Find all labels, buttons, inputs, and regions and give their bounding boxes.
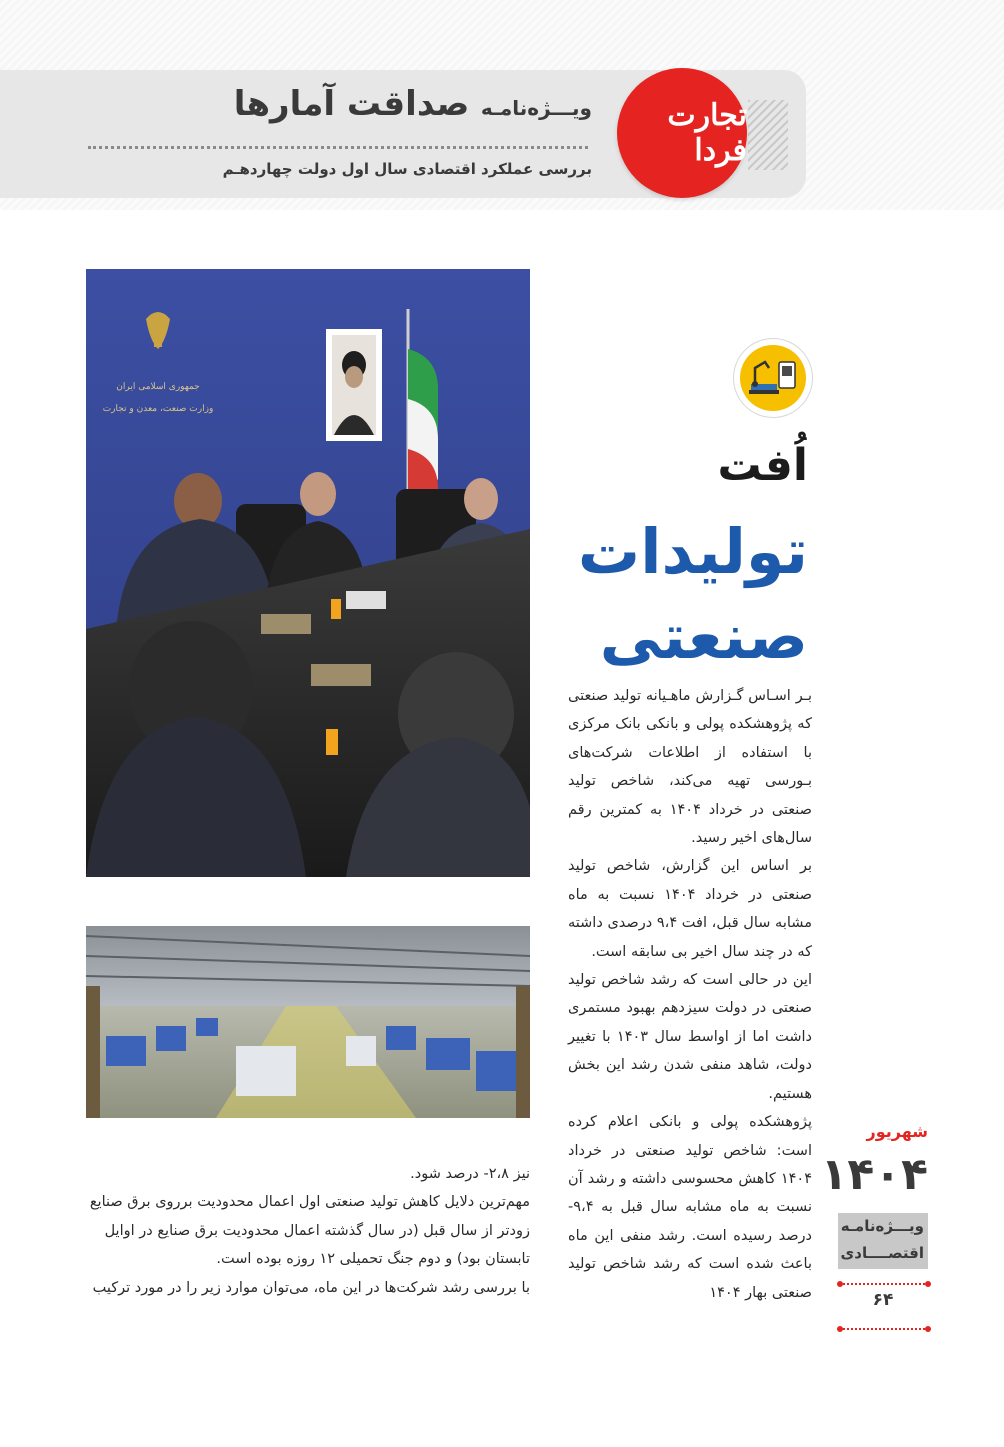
paragraph: با بررسی رشد شرکت‌ها در این ماه، می‌توان موارد زیر را در مورد ترکیب [92, 1279, 530, 1296]
meeting-photo [86, 269, 530, 877]
article-right-column [568, 682, 812, 1307]
paragraph: این در حالی است که رشد شاخص تولید صنعتی در دولت سیزدهم بهبود مستمری داشت اما از اواسط سال ۱۴۰۳ با تغییر دولت، شاهد منفی شدن رشد این بخش هستیم. [568, 972, 812, 1102]
headline-line-1: تولیدات [577, 515, 808, 588]
issue-month: شهریور [866, 1122, 928, 1141]
logo-decoration [748, 100, 788, 170]
special-issue-label: ویـــژه‌نامـه [480, 96, 592, 120]
emblem-text-1: جمهوری اسلامی ایران [116, 382, 200, 392]
paragraph: بـر اسـاس گـزارش ماهـیانه تولید صنعتی که پژوهشکده پولی و بانکی بانک مرکزی با استفاده از اطلاعات شرکت‌های بـورسی تهیه می‌کند، شاخص تولید صنعتی در خرداد ۱۴۰۴ به کمترین رقم سال‌های اخیر رسید. [568, 688, 812, 847]
emblem-text-2: وزارت صنعت، معدن و تجارت [102, 404, 214, 414]
magazine-special-title [222, 84, 592, 124]
tejarat-farda-logo[interactable] [617, 68, 747, 198]
section-icon-badge [733, 338, 813, 418]
paragraph: نیز ۲،۸- درصد شود. [410, 1166, 530, 1182]
headline-line-2: صنعتی [599, 600, 808, 673]
headline-kicker: اُفت [717, 440, 808, 491]
sidebar-rule-top [840, 1283, 928, 1285]
issue-label-box [838, 1213, 928, 1269]
portrait-frame [326, 329, 382, 441]
paragraph: مهم‌ترین دلایل کاهش تولید صنعتی اول اعمال محدودیت برروی برق صنایع زودتر از سال قبل (در سال گذشته اعمال محدودیت برق صنایع در اوایل تابستان بود) و دوم جنگ تحمیلی ۱۲ روزه بوده است. [89, 1194, 530, 1268]
paragraph: پژوهشکده پولی و بانکی اعلام کرده است: شاخص تولید صنعتی در خرداد ۱۴۰۴ کاهش محسوسی داشته و رشد آن نسبت به ماه مشابه سال قبل به ۹،۴- درصد رسیده است. رشد منفی این ماه باعث شده است که رشد شاخص تولید صنعتی بهار ۱۴۰۴ [568, 1114, 812, 1301]
issue-label-line-2: اقتصــــادی [840, 1244, 924, 1262]
header-subtitle: بررسی عملکرد اقتصادی سال اول دولت چهاردهـم [222, 160, 592, 178]
page-number: ۶۴ [872, 1290, 894, 1310]
sidebar-rule-bottom [840, 1328, 928, 1330]
factory-photo [86, 926, 530, 1118]
logo-text: تجارت فردا [667, 98, 747, 168]
paragraph: بر اساس این گزارش، شاخص تولید صنعتی در خرداد ۱۴۰۴ نسبت به ماه مشابه سال قبل، افت ۹،۴ درصدی داشته که در چند سال اخیر بی سابقه است. [568, 858, 812, 960]
article-left-column [88, 1160, 530, 1302]
special-issue-name: صداقت آمارها [233, 84, 470, 124]
header-divider [88, 146, 588, 149]
issue-label-line-1: ویـــژه‌نامـه [840, 1217, 924, 1235]
issue-year: ۱۴۰۴ [820, 1149, 928, 1200]
factory-robot-icon [740, 345, 806, 411]
